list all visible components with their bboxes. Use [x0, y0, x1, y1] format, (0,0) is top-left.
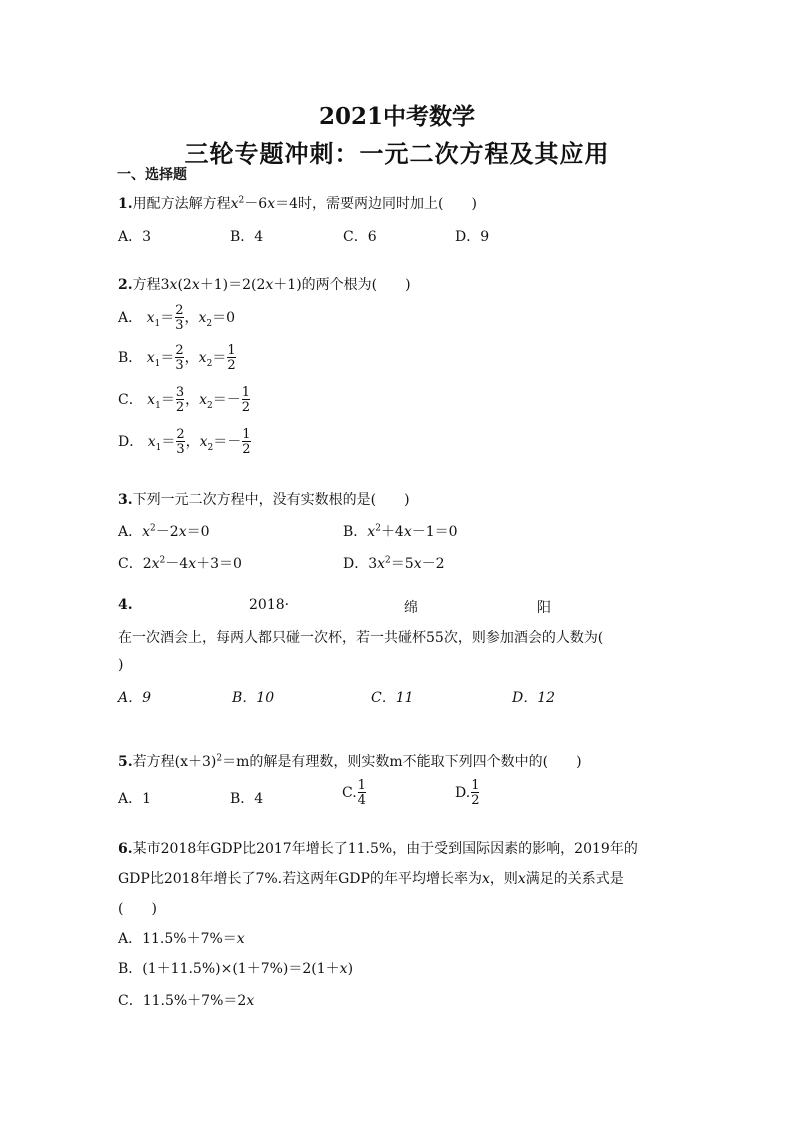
question-number: 6. [118, 841, 133, 857]
q2-option-a[interactable]: A． $x_1=$ $\frac{2}{3}$ ，$x_2=0$ [118, 303, 236, 333]
q3-option-a[interactable]: A．$x^2-2x=0$ [118, 523, 210, 540]
q1-option-a[interactable]: A．3 [118, 229, 152, 245]
section-heading: 一、选择题 [117, 167, 187, 183]
q4-option-b[interactable]: B．10 [232, 690, 275, 706]
question-number: 5. [118, 754, 133, 770]
question-number: 1. [118, 196, 133, 212]
question-number: 2. [118, 277, 133, 293]
q3-option-d[interactable]: D．$3x^2=5x-2$ [343, 555, 445, 572]
q5-option-a[interactable]: A．1 [118, 791, 152, 807]
q1-option-b[interactable]: B．4 [230, 229, 264, 245]
title-line-2: 三轮专题冲刺：一元二次方程及其应用 [184, 139, 610, 168]
fraction: $\frac{1}{2}$ [241, 385, 251, 415]
q4-option-d[interactable]: D．12 [512, 690, 556, 706]
q5-option-d[interactable]: D. $\frac{1}{2}$ [455, 778, 480, 808]
question-4-text: 在一次酒会上，每两人都只碰一次杯，若一共碰杯55次，则参加酒会的人数为( [118, 630, 604, 646]
question-5: 5.若方程$(x+3)^2=m$的解是有理数，则实数m不能取下列四个数中的( ) [118, 753, 582, 770]
q6-option-c[interactable]: C．11.5%＋7%＝2x [118, 993, 255, 1009]
fraction: $\frac{3}{2}$ [175, 385, 185, 415]
fraction: $\frac{2}{3}$ [175, 343, 184, 373]
fraction: $\frac{2}{3}$ [175, 303, 184, 333]
q1-option-d[interactable]: D．9 [455, 229, 490, 245]
fraction: $\frac{1}{2}$ [227, 343, 236, 373]
question-6-line-2: GDP比2018年增长了7%.若这两年GDP的年平均增长率为x，则x满足的关系式是 [118, 871, 624, 887]
fraction: $\frac{1}{2}$ [471, 778, 480, 808]
q5-option-b[interactable]: B．4 [230, 791, 264, 807]
q4-source-city-1: 绵 [404, 600, 418, 616]
q4-source-city-2: 阳 [537, 600, 551, 616]
q2-option-d[interactable]: D． $x_1=$ $\frac{2}{3}$ ，$x_2=-$ $\frac{1}{2}$ [118, 427, 251, 457]
q3-option-c[interactable]: C．$2x^2-4x+3=0$ [118, 555, 242, 572]
question-2: 2.方程3x(2x＋1)＝2(2x＋1)的两个根为( ) [118, 277, 411, 293]
q4-option-a[interactable]: A．9 [118, 690, 152, 706]
q4-option-c[interactable]: C．11 [371, 690, 414, 706]
question-4-text-close: ) [118, 657, 124, 673]
q6-option-a[interactable]: A．11.5%＋7%＝x [118, 931, 245, 947]
fraction: $\frac{1}{2}$ [242, 427, 251, 457]
q2-option-c[interactable]: C． $x_1=$ $\frac{3}{2}$ ，$x_2=-$ $\frac{1}{2}$ [118, 385, 251, 415]
q5-option-c[interactable]: C. $\frac{1}{4}$ [342, 778, 366, 808]
question-number: 3. [118, 492, 133, 508]
question-6-line-1: 6.某市2018年GDP比2017年增长了11.5%，由于受到国际因素的影响，2019年的 [118, 841, 638, 857]
question-1: 1.用配方法解方程$x^2-6x=4$时，需要两边同时加上( ) [118, 195, 477, 212]
fraction: $\frac{1}{4}$ [357, 778, 366, 808]
question-6-line-3: ( ) [118, 901, 157, 917]
q6-option-b[interactable]: B．(1＋11.5%)×(1＋7%)＝2(1＋x) [118, 961, 354, 977]
q1-option-c[interactable]: C．6 [343, 229, 377, 245]
q4-source-year: 2018· [249, 597, 290, 613]
fraction: $\frac{2}{3}$ [176, 427, 185, 457]
q3-option-b[interactable]: B．$x^2+4x-1=0$ [343, 523, 458, 540]
question-4-number: 4. [118, 597, 133, 613]
q2-option-b[interactable]: B． $x_1=$ $\frac{2}{3}$ ，$x_2=$ $\frac{1}{2}$ [118, 343, 236, 373]
title-line-1: 2021中考数学 [318, 103, 475, 130]
question-3: 3.下列一元二次方程中，没有实数根的是( ) [118, 492, 410, 508]
